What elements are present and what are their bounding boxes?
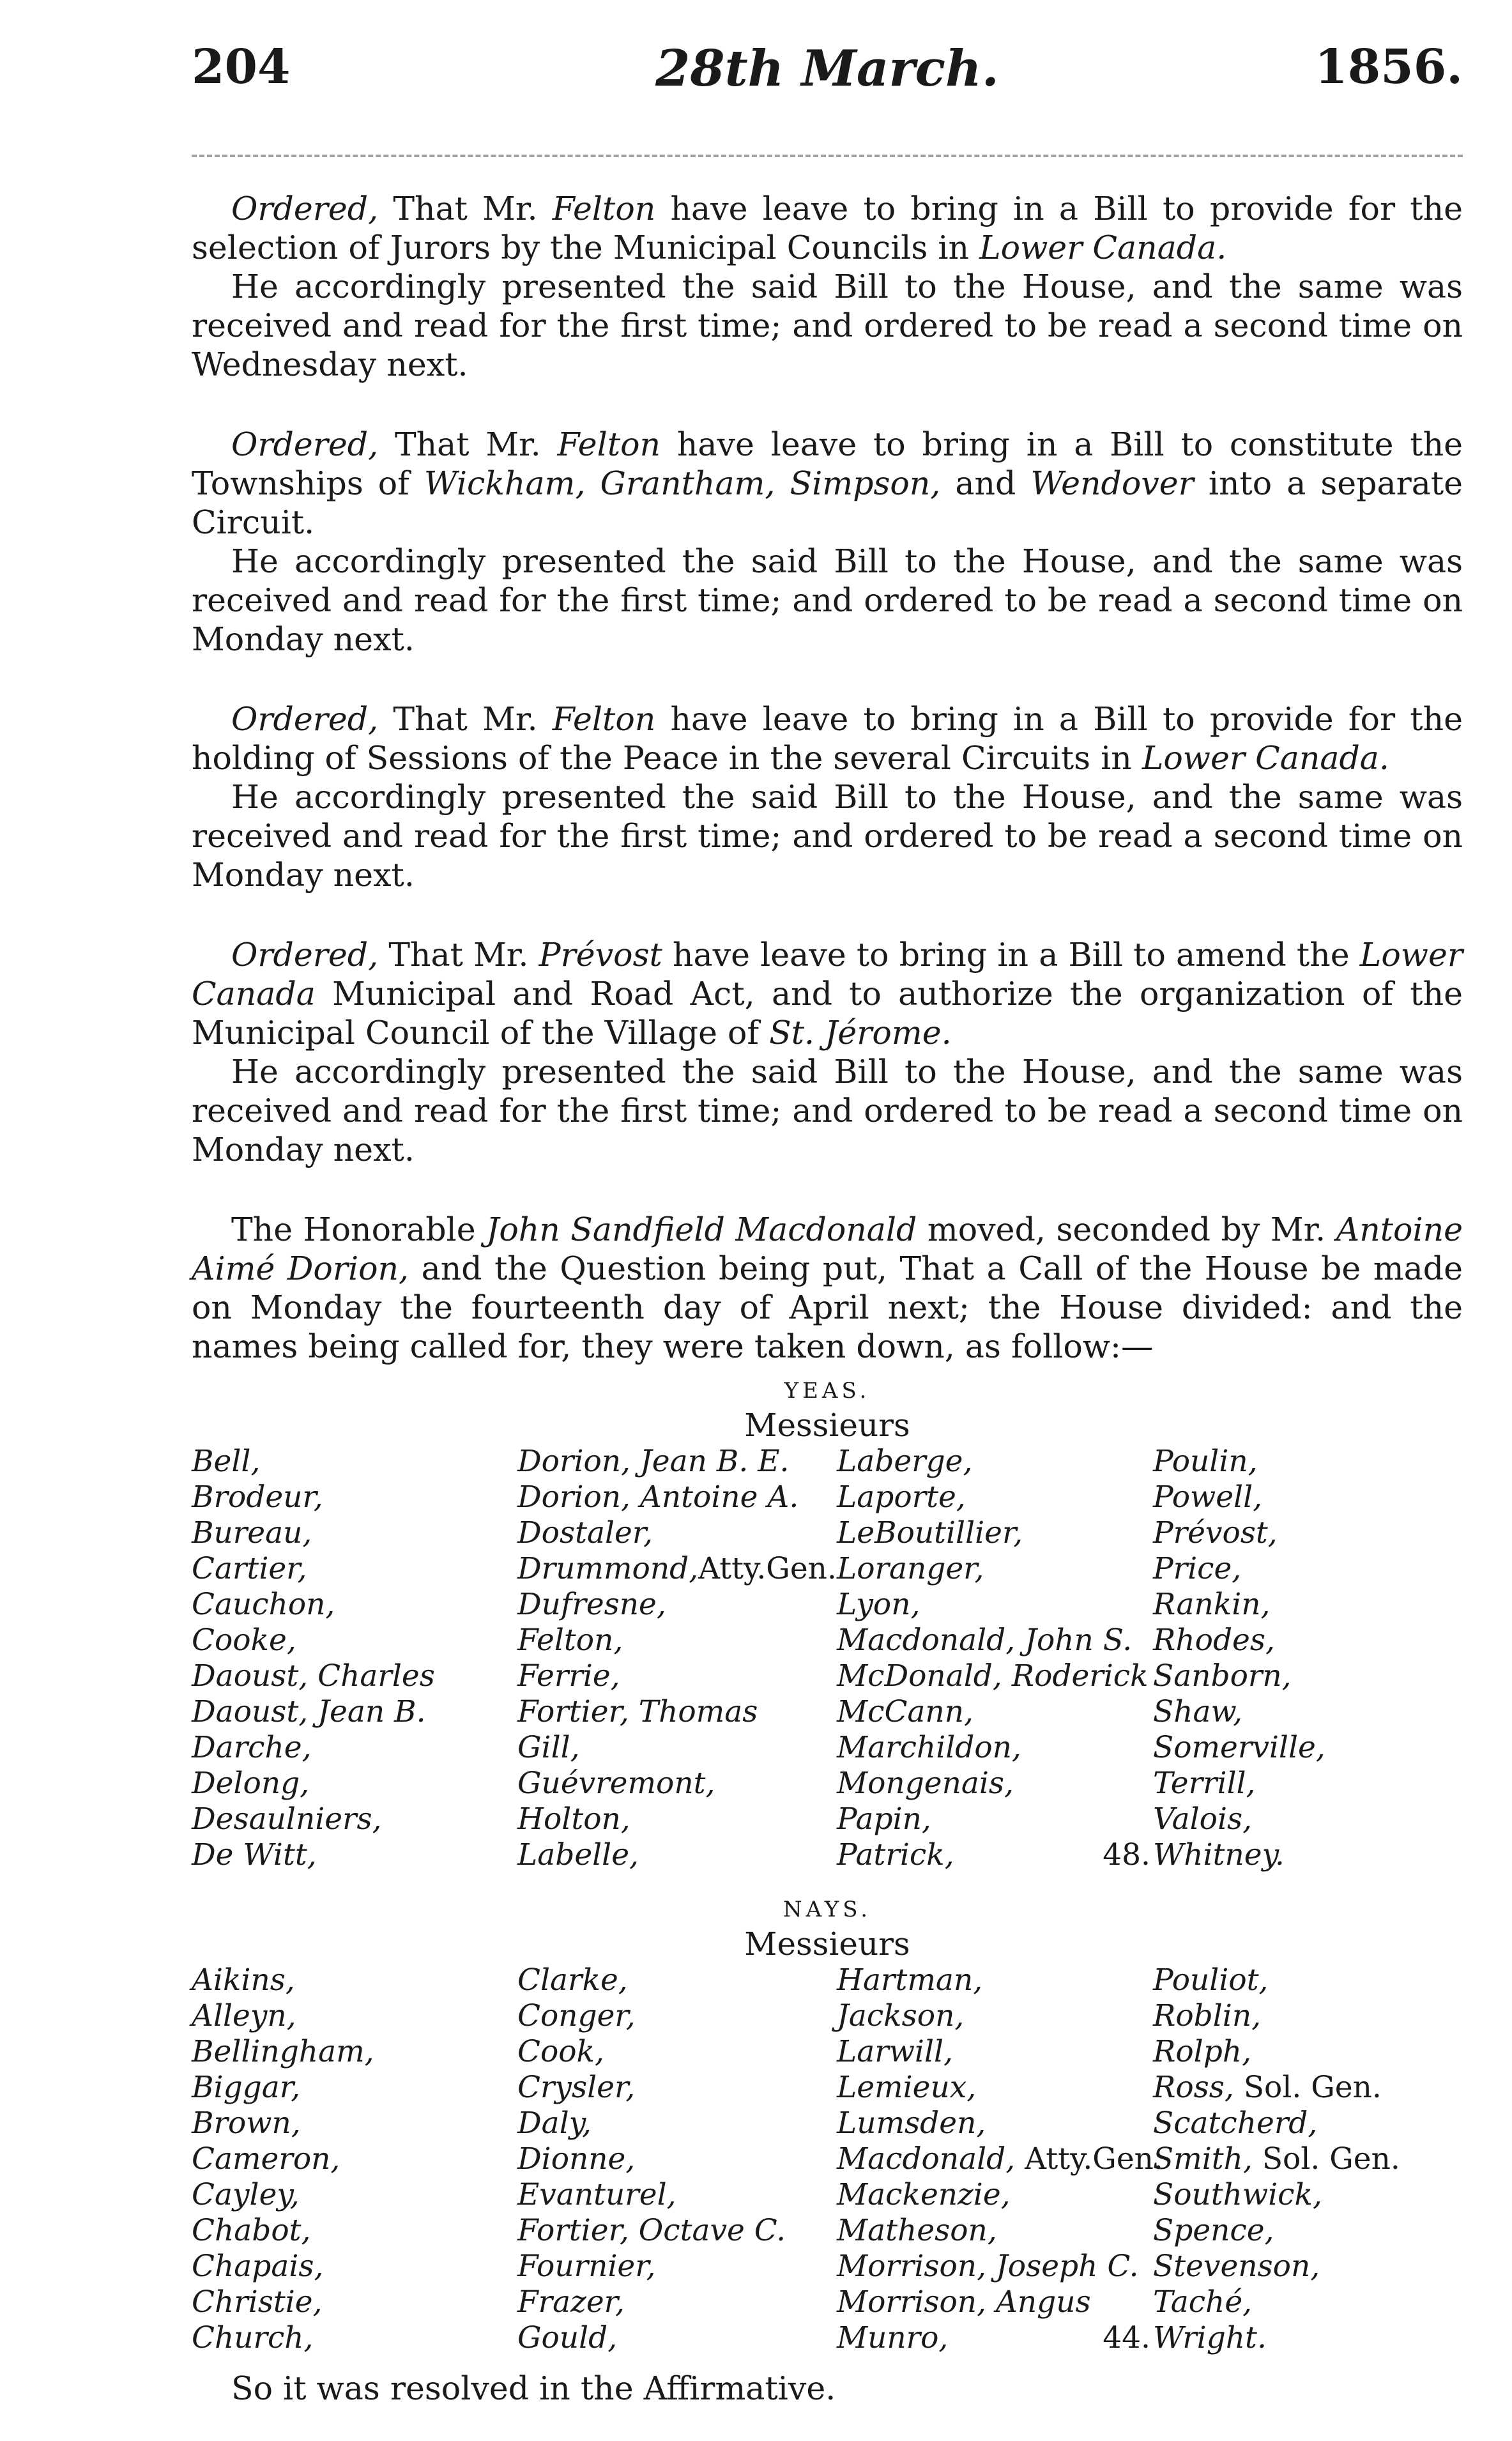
list-item: Biggar, [192, 2070, 301, 2105]
yeas-count: 48. [1103, 1837, 1150, 1872]
yeas-column-4 [1103, 1444, 1325, 1873]
nays-heading: NAYS. [783, 1897, 872, 1922]
running-head [192, 40, 1463, 116]
list-item: Crysler, [517, 2070, 636, 2105]
list-item: Papin, [837, 1802, 931, 1837]
list-item: Laberge, [837, 1444, 973, 1479]
list-item: Dorion, Jean B. E. [517, 1444, 790, 1479]
list-item: Gill, [517, 1730, 580, 1765]
yeas-heading: YEAS. [784, 1378, 871, 1404]
order-paragraph-3: Ordered, That Mr. Felton have leave to bring in a Bill to provide for the holding of Sessions of the Peace in the several Circuits in Lower Canada. [192, 700, 1463, 777]
list-item: Poulin, [1153, 1444, 1258, 1479]
list-item: Morrison, Joseph C. [837, 2249, 1139, 2284]
order-continuation-2: He accordingly presented the said Bill to the House, and the same was received and read for the first time; and ordered to be read a second time on Monday next. [192, 542, 1463, 658]
nays-column-3 [837, 1963, 1163, 2356]
list-item: Dorion, Antoine A. [517, 1480, 799, 1515]
list-item: Pouliot, [1153, 1963, 1269, 1998]
list-item: Terrill, [1153, 1766, 1256, 1801]
list-item: Frazer, [517, 2284, 625, 2320]
list-item: Drummond,Atty.Gen. [517, 1551, 837, 1586]
list-item: Prévost, [1153, 1515, 1278, 1550]
list-item: Dionne, [517, 2141, 636, 2177]
list-item: Munro, [837, 2320, 949, 2355]
list-item: Loranger, [837, 1551, 984, 1586]
list-item: Lemieux, [837, 2070, 977, 2105]
nays-names [192, 1963, 1463, 2366]
list-item: Delong, [192, 1766, 310, 1801]
list-item: Hartman, [837, 1963, 983, 1998]
list-item: Aikins, [192, 1963, 295, 1998]
yeas-column-2 [517, 1444, 837, 1873]
list-item: Matheson, [837, 2213, 997, 2248]
list-item: Ross, Sol. Gen. [1153, 2070, 1382, 2105]
list-item: Price, [1153, 1551, 1242, 1586]
list-item: Sanborn, [1153, 1658, 1292, 1694]
list-item: Daoust, Jean B. [192, 1694, 426, 1729]
list-item: Clarke, [517, 1963, 628, 1998]
list-item: Shaw, [1153, 1694, 1243, 1729]
list-item: Cameron, [192, 2141, 340, 2177]
list-item: Fortier, Thomas [517, 1694, 758, 1729]
list-item: Stevenson, [1153, 2249, 1320, 2284]
list-item: Cauchon, [192, 1587, 335, 1622]
list-item: Patrick, [837, 1837, 954, 1872]
list-item: Taché, [1153, 2284, 1253, 2320]
list-item: Darche, [192, 1730, 312, 1765]
list-item: Holton, [517, 1802, 630, 1837]
list-item: McDonald, Roderick [837, 1658, 1149, 1694]
list-item: Evanturel, [517, 2177, 676, 2212]
order-paragraph-2: Ordered, That Mr. Felton have leave to bring in a Bill to constitute the Townships of Wickham, Grantham, Simpson, and Wendover into a separate Circuit. [192, 425, 1463, 541]
list-item: Desaulniers, [192, 1802, 382, 1837]
list-item: Chapais, [192, 2249, 324, 2284]
list-item: Dufresne, [517, 1587, 666, 1622]
motion-paragraph: The Honorable John Sandfield Macdonald moved, seconded by Mr. Antoine Aimé Dorion, and the Question being put, That a Call of the House be made on Monday the fourteenth day of April next; the House divided: and the names being called for, they were taken down, as follow:— [192, 1211, 1463, 1365]
list-item: Mongenais, [837, 1766, 1014, 1801]
yeas-names [192, 1444, 1463, 1885]
list-item: Jackson, [837, 1998, 965, 2033]
list-item: Laporte, [837, 1480, 966, 1515]
list-item: Daly, [517, 2106, 592, 2141]
list-item: Macdonald, Atty.Gen. [837, 2141, 1163, 2177]
list-item: Cook, [517, 2034, 604, 2069]
list-item: Spence, [1153, 2213, 1274, 2248]
list-item: Powell, [1153, 1480, 1263, 1515]
year: 1856. [1315, 40, 1463, 95]
list-item: Rankin, [1153, 1587, 1271, 1622]
order-continuation-4: He accordingly presented the said Bill to the House, and the same was received and read for the first time; and ordered to be read a second time on Monday next. [192, 1053, 1463, 1168]
list-item: Ferrie, [517, 1658, 620, 1694]
list-item: 48. Whitney. [1103, 1837, 1285, 1872]
list-item: De Witt, [192, 1837, 317, 1872]
list-item: Gould, [517, 2320, 618, 2355]
list-item: Scatcherd, [1153, 2106, 1318, 2141]
nays-column-2 [517, 1963, 786, 2356]
list-item: Roblin, [1153, 1998, 1262, 2033]
header-rule [192, 155, 1463, 157]
list-item: Smith, Sol. Gen. [1153, 2141, 1400, 2177]
nays-column-1 [192, 1963, 374, 2356]
list-item: Labelle, [517, 1837, 639, 1872]
list-item: Rolph, [1153, 2034, 1252, 2069]
list-item: Christie, [192, 2284, 323, 2320]
nays-count: 44. [1103, 2320, 1150, 2355]
list-item: Lyon, [837, 1587, 920, 1622]
list-item: McCann, [837, 1694, 974, 1729]
list-item: Somerville, [1153, 1730, 1325, 1765]
list-item: Alleyn, [192, 1998, 296, 2033]
list-item: Daoust, Charles [192, 1658, 435, 1694]
list-item: Church, [192, 2320, 314, 2355]
list-item: Chabot, [192, 2213, 311, 2248]
list-item: Guévremont, [517, 1766, 715, 1801]
list-item: Brown, [192, 2106, 301, 2141]
nays-messieurs: Messieurs [744, 1925, 910, 1963]
list-item: Cayley, [192, 2177, 300, 2212]
list-item: Valois, [1153, 1802, 1253, 1837]
list-item: Brodeur, [192, 1480, 323, 1515]
list-item: Lumsden, [837, 2106, 986, 2141]
list-item: Bell, [192, 1444, 261, 1479]
list-item: LeBoutillier, [837, 1515, 1023, 1550]
page-number: 204 [192, 40, 291, 95]
order-continuation-3: He accordingly presented the said Bill to the House, and the same was received and read for the first time; and ordered to be read a second time on Monday next. [192, 778, 1463, 894]
yeas-messieurs: Messieurs [744, 1407, 910, 1444]
body-text [192, 189, 1463, 2408]
list-item: Cooke, [192, 1623, 296, 1658]
list-item: Conger, [517, 1998, 636, 2033]
list-item: Cartier, [192, 1551, 307, 1586]
running-title: 28th March. [655, 40, 999, 98]
list-item: Macdonald, John S. [837, 1623, 1133, 1658]
list-item: Bellingham, [192, 2034, 374, 2069]
order-continuation-1: He accordingly presented the said Bill to the House, and the same was received and read for the first time; and ordered to be read a second time on Wednesday next. [192, 268, 1463, 383]
order-paragraph-1: Ordered, That Mr. Felton have leave to bring in a Bill to provide for the selection of Jurors by the Municipal Councils in Lower Canada. [192, 190, 1463, 266]
list-item: Fortier, Octave C. [517, 2213, 786, 2248]
list-item: Rhodes, [1153, 1623, 1275, 1658]
list-item: Fournier, [517, 2249, 656, 2284]
list-item: Felton, [517, 1623, 623, 1658]
list-item: Larwill, [837, 2034, 953, 2069]
list-item: Morrison, Angus [837, 2284, 1091, 2320]
yeas-column-1 [192, 1444, 435, 1873]
nays-column-4 [1103, 1963, 1400, 2356]
list-item: Dostaler, [517, 1515, 653, 1550]
list-item: Bureau, [192, 1515, 312, 1550]
list-item: Mackenzie, [837, 2177, 1011, 2212]
closing-line: So it was resolved in the Affirmative. [231, 2369, 836, 2407]
list-item: 44. Wright. [1103, 2320, 1267, 2355]
list-item: Marchildon, [837, 1730, 1021, 1765]
list-item: Southwick, [1153, 2177, 1322, 2212]
yeas-column-3 [837, 1444, 1149, 1873]
order-paragraph-4: Ordered, That Mr. Prévost have leave to bring in a Bill to amend the Lower Canada Municipal and Road Act, and to authorize the organization of the Municipal Council of the Village of St. Jérome. [192, 936, 1463, 1052]
